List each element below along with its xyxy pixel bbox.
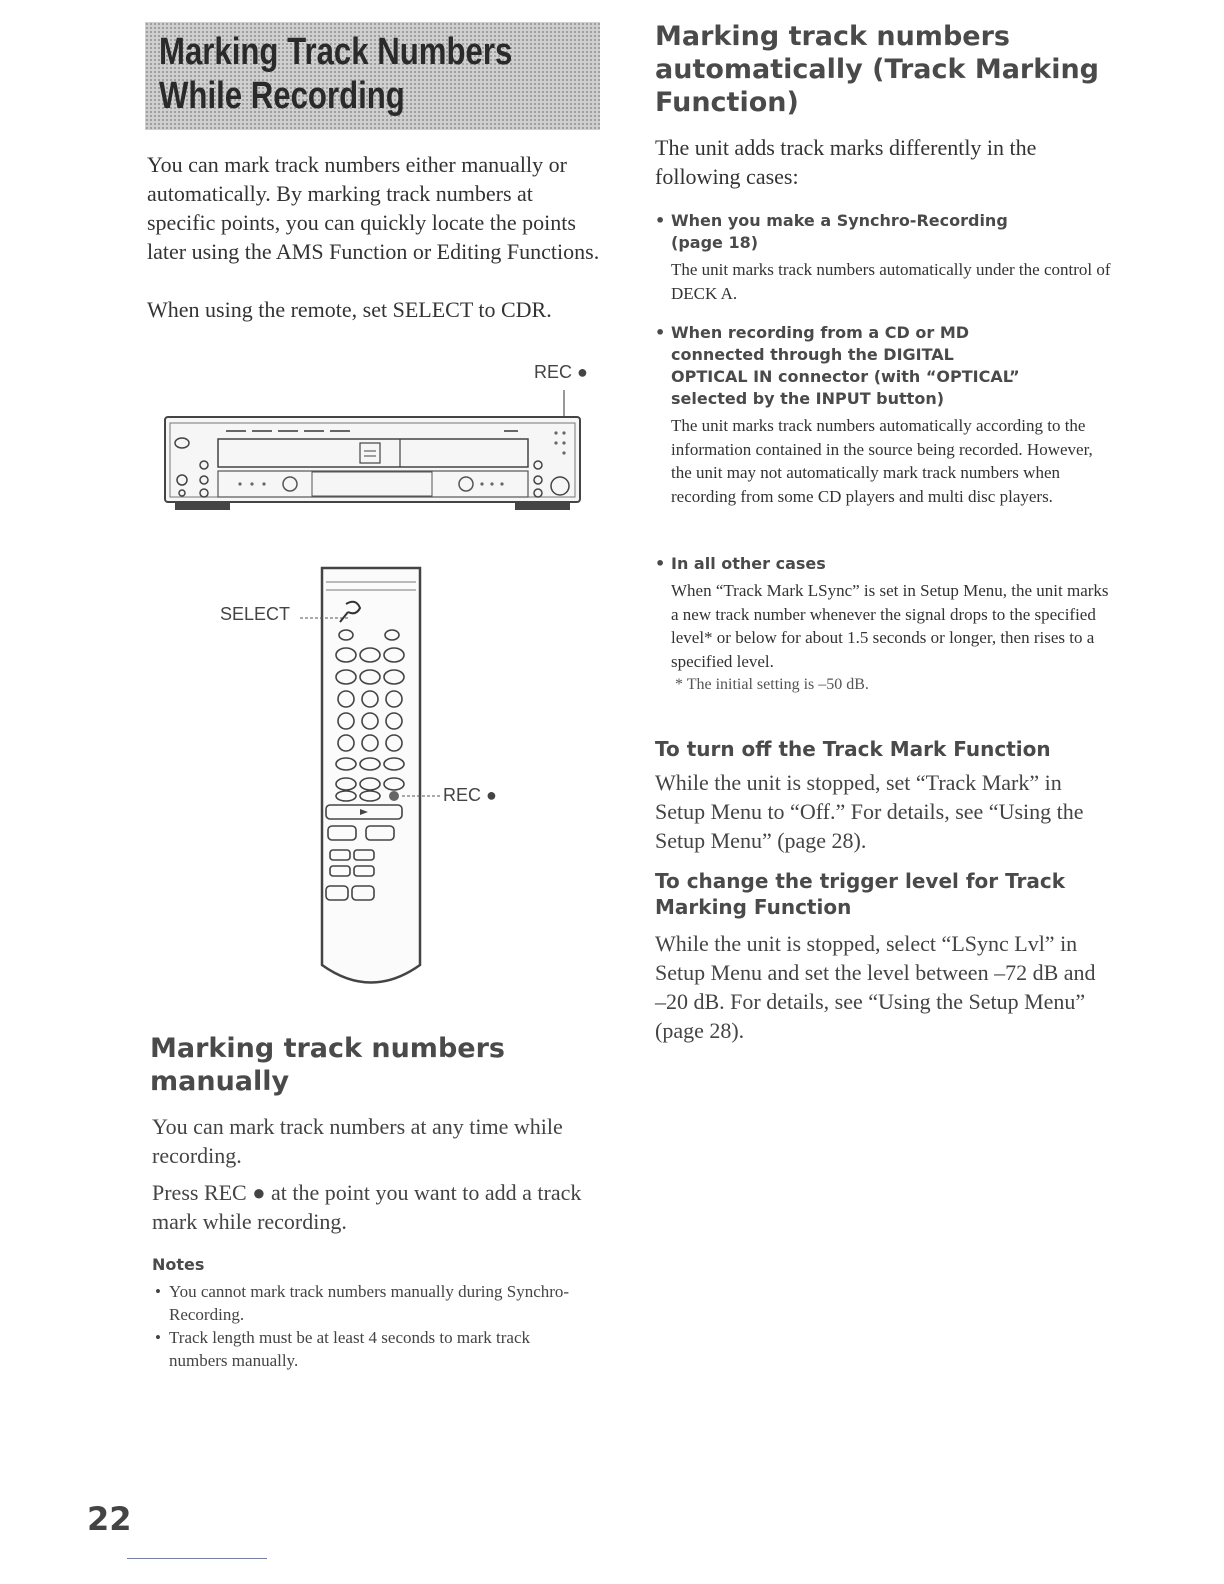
trigger-body: While the unit is stopped, select “LSync Lvl” in Setup Menu and set the level between –72 dB and –20 dB. For details, see “Using the Setup Menu” (page 28). — [655, 931, 1096, 1043]
trigger-heading: To change the trigger level for Track Marking Function — [655, 869, 1066, 919]
auto-case-digital-optical: • When recording from a CD or MD connected through the DIGITAL OPTICAL IN connector (with “OPTICAL” selected by the INPUT button) The unit marks track numbers automatically according to the information contained in the source being recorded. However, the unit may not automatically mark track numbers when recording from some CD players and multi disc players. — [655, 323, 1093, 506]
footer-rule — [127, 1558, 267, 1559]
auto-case-synchro: • When you make a Synchro-Recording (page 18) The unit marks track numbers automatically under the control of DECK A. — [655, 211, 1111, 303]
note-item: • You cannot mark track numbers manually during Synchro-Recording. — [155, 1282, 570, 1324]
cd-recorder-illustration — [160, 385, 600, 530]
manual-paragraph-1: You can mark track numbers at any time while recording. — [152, 1114, 563, 1168]
notes-list — [155, 1280, 585, 1372]
section-banner — [145, 22, 600, 130]
auto-case-other: • In all other cases When “Track Mark LSync” is set in Setup Menu, the unit marks a new track number whenever the signal drops to the specified level* or below for about 1.5 seconds or longer, then rises to a specified level. * The initial setting is –50 dB. — [655, 554, 1109, 693]
remote-rec-label: REC ● — [443, 785, 497, 805]
remote-select-label: SELECT — [220, 604, 291, 624]
auto-heading: Marking track numbers automatically (Track Marking Function) — [655, 21, 1099, 118]
page-number: 22 — [87, 1500, 132, 1538]
intro-remote-note: When using the remote, set SELECT to CDR. — [147, 297, 552, 322]
turn-off-heading: To turn off the Track Mark Function — [655, 737, 1051, 761]
manual-heading: Marking track numbers manually — [150, 1033, 505, 1097]
turn-off-body: While the unit is stopped, set “Track Mark” in Setup Menu to “Off.” For details, see “Using the Setup Menu” (page 28). — [655, 770, 1084, 853]
intro-paragraph: You can mark track numbers either manually or automatically. By marking track numbers at specific points, you can quickly locate the points later using the AMS Function or Editing Functions. — [147, 152, 600, 264]
note-item: • Track length must be at least 4 seconds to mark track numbers manually. — [155, 1328, 531, 1370]
notes-heading: Notes — [152, 1255, 205, 1274]
banner-title: Marking Track Numbers While Recording — [159, 31, 513, 117]
manual-paragraph-2: Press REC ● at the point you want to add a track mark while recording. — [152, 1180, 582, 1234]
remote-control-illustration — [290, 560, 450, 1000]
auto-intro: The unit adds track marks differently in the following cases: — [655, 135, 1037, 189]
deck-rec-label: REC ● — [534, 362, 588, 382]
